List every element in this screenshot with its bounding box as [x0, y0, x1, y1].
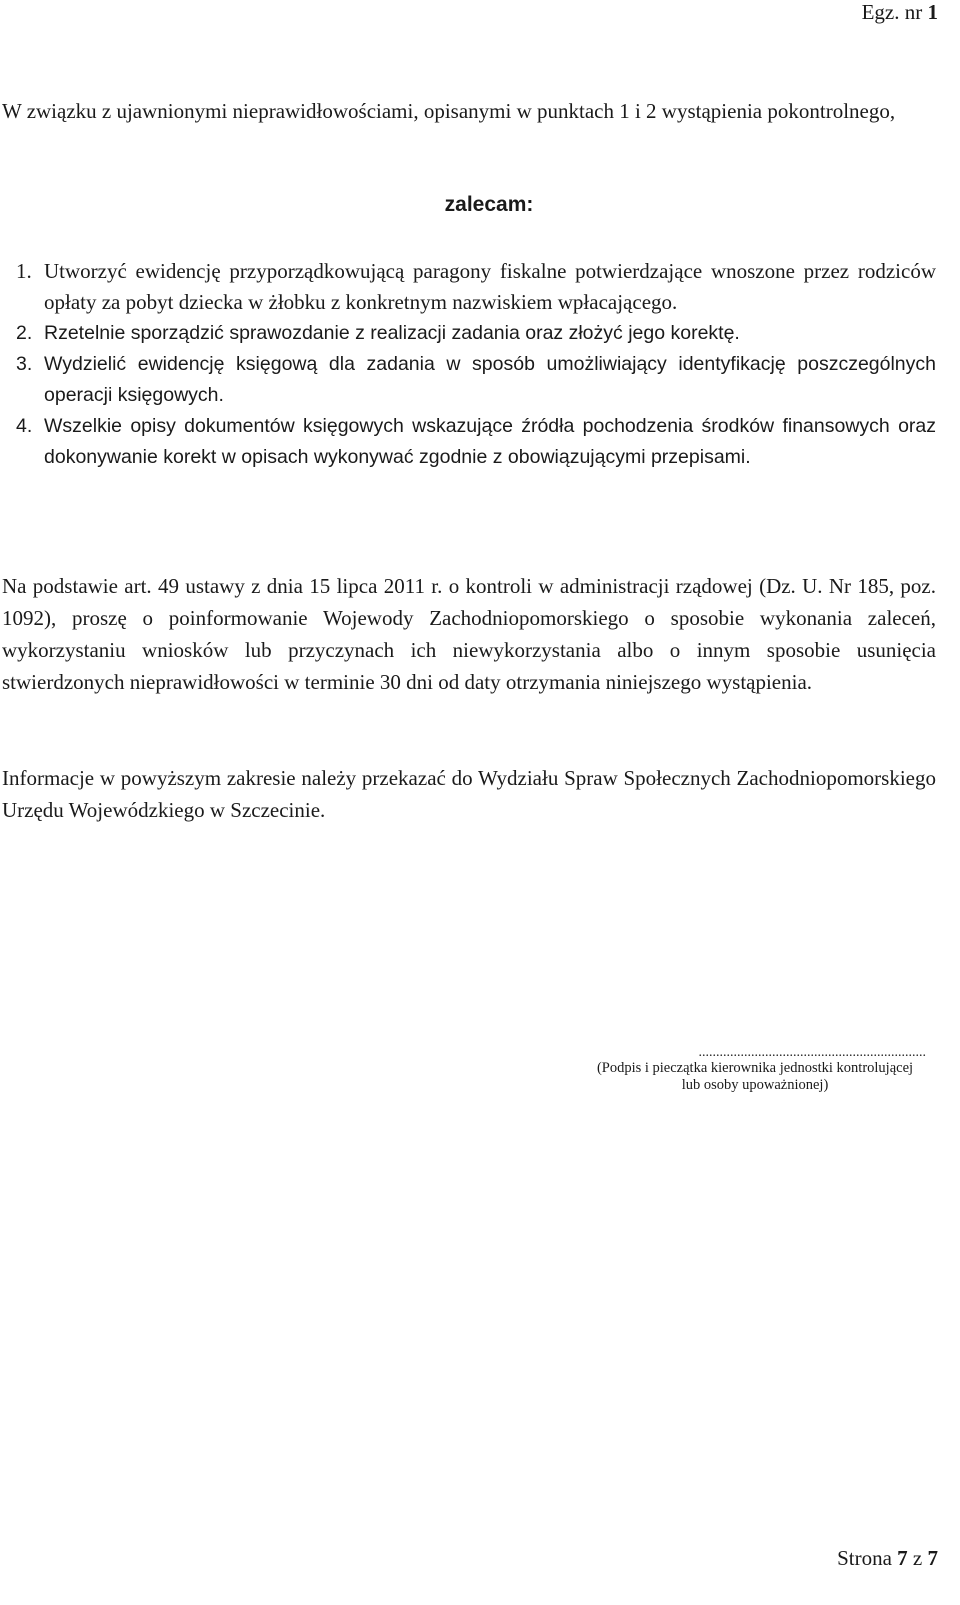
copy-number-label: Egz. nr [861, 0, 923, 24]
page-label: Strona [837, 1546, 892, 1570]
recommendation-item-1 [2, 256, 936, 318]
copy-number-value: 1 [927, 0, 938, 24]
recommend-heading-text: zalecam: [444, 193, 534, 216]
recommendations-list [2, 256, 936, 473]
recommendation-text: Wszelkie opisy dokumentów księgowych wskazujące źródła pochodzenia środków finansowych oraz dokonywanie korekt w opisach wykonywać zgodnie z obowiązującymi przepisami. [44, 415, 936, 468]
page-of: z [912, 1546, 923, 1570]
page-current: 7 [897, 1546, 908, 1570]
recommend-heading [0, 192, 960, 218]
recommendation-text: Rzetelnie sporządzić sprawozdanie z realizacji zadania oraz złożyć jego korektę. [44, 322, 740, 344]
recommendation-item-2 [2, 318, 936, 349]
signature-caption-line-1: (Podpis i pieczątka kierownika jednostki kontrolującej [596, 1060, 914, 1076]
recommendation-number: 4. [16, 415, 33, 437]
signature-line: ................................................................. [698, 1045, 926, 1060]
legal-basis-paragraph: Na podstawie art. 49 ustawy z dnia 15 lipca 2011 r. o kontroli w administracji rządowej (Dz. U. Nr 185, poz. 1092), proszę o poinformowanie Wojewody Zachodniopomorskiego o sposobie wykonania zaleceń, wykorzystaniu wniosków lub przyczynach ich niewykorzystania albo o innym sposobie usunięcia stwierdzonych nieprawidłowości w terminie 30 dni od daty otrzymania niniejszego wystąpienia. [2, 574, 936, 694]
copy-number [862, 0, 938, 24]
signature-block [540, 1046, 940, 1094]
recommendation-text: Wydzielić ewidencję księgową dla zadania w sposób umożliwiający identyfikację poszczególnych operacji księgowych. [44, 353, 936, 406]
page-total: 7 [927, 1546, 938, 1570]
signature-caption-line-2: lub osoby upoważnionej) [681, 1077, 829, 1093]
recommendation-number: 3. [16, 353, 33, 375]
recommendation-item-4 [2, 411, 936, 473]
page-number [837, 1546, 938, 1570]
recommendation-number: 1. [16, 259, 32, 283]
intro-paragraph: W związku z ujawnionymi nieprawidłowościami, opisanymi w punktach 1 i 2 wystąpienia pokontrolnego, [2, 99, 896, 123]
recommendation-text: Utworzyć ewidencję przyporządkowującą paragony fiskalne potwierdzające wnoszone przez rodziców opłaty za pobyt dziecka w żłobku z konkretnym nazwiskiem wpłacającego. [44, 259, 936, 314]
recommendation-number: 2. [16, 322, 33, 344]
information-paragraph: Informacje w powyższym zakresie należy przekazać do Wydziału Spraw Społecznych Zachodniopomorskiego Urzędu Wojewódzkiego w Szczecinie. [2, 766, 936, 822]
recommendation-item-3 [2, 349, 936, 411]
